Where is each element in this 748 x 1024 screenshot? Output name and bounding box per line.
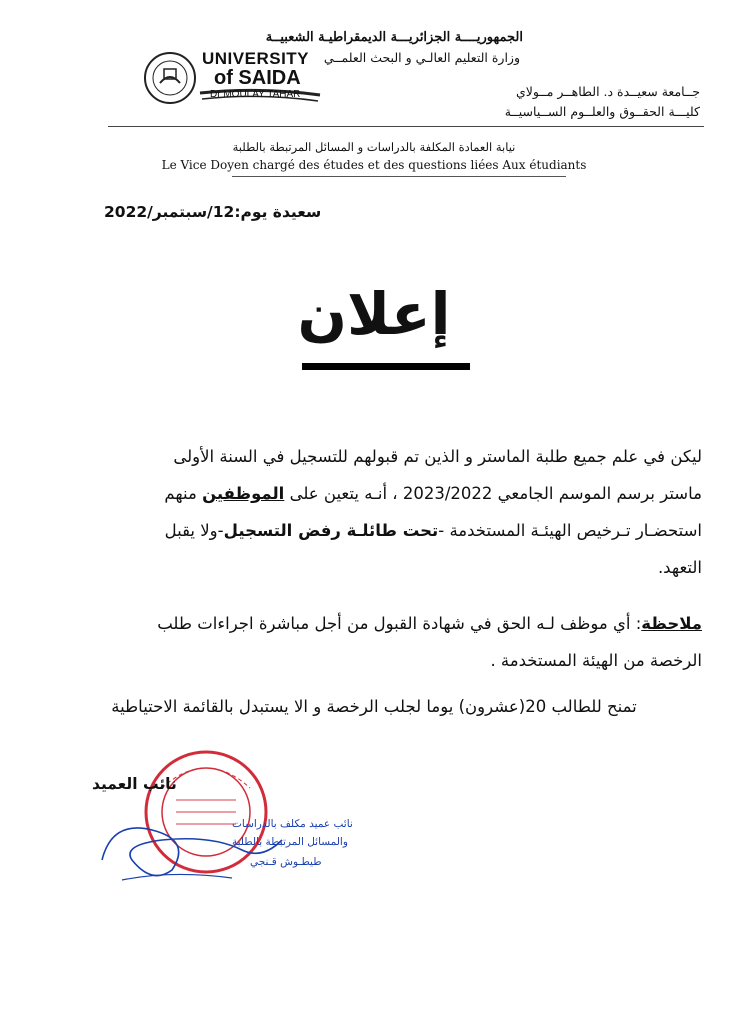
paragraph-line-3-end: -ولا يقبل xyxy=(164,521,224,540)
republic-header: الجمهوريــــة الجزائريـــة الديمقراطيـة الشعبيــة xyxy=(265,30,523,45)
signatory-title: نائب العميد xyxy=(92,775,177,793)
employees-emphasis: الموظفين xyxy=(202,484,285,503)
paragraph-line-1: ليكن في علم جميع طلبة الماستر و الذين تم قبولهم للتسجيل في السنة الأولى xyxy=(173,447,702,466)
department-underline xyxy=(232,176,566,177)
stamp-line-2: والمسائل المرتبطة بالطلبة xyxy=(232,836,348,848)
university-subtitle: Dr MOULAY TAHAR xyxy=(210,89,301,100)
title-underline xyxy=(302,363,470,370)
paragraph-line-2-end: منهم xyxy=(164,484,203,503)
header-divider xyxy=(108,126,704,127)
ministry-header: وزارة التعليم العالـي و البحث العلمــي xyxy=(323,50,520,65)
rejection-emphasis: تحت طائلـة رفض التسجيل xyxy=(223,521,439,540)
paragraph-line-4: التعهد. xyxy=(657,558,702,577)
university-name: of SAIDA xyxy=(214,67,301,89)
note-line-1-text: : أي موظف لـه الحق في شهادة القبول من أجل مباشرة اجراءات طلب xyxy=(157,614,642,633)
paragraph-line-3 xyxy=(94,512,702,549)
paragraph-line-3-text: استحضـار تـرخيص الهيئـة المستخدمة - xyxy=(438,521,702,540)
stamp-line-3: طيطـوش قـنجي xyxy=(250,856,322,868)
note-line-1 xyxy=(94,605,702,642)
announcement-paragraph xyxy=(94,438,702,586)
deadline-note: تمنح للطالب 20(عشرون) يوما لجلب الرخصة و الا يستبدل بالقائمة الاحتياطية xyxy=(111,697,637,716)
faculty-name-ar: كليـــة الحقــوق والعلــوم الســياسيــة xyxy=(504,104,700,119)
department-ar: نيابة العمادة المكلفة بالدراسات و المسائل المرتبطة بالطلبة xyxy=(232,140,516,154)
document-date: سعيدة يوم:12/سبتمبر/2022 xyxy=(104,203,322,221)
note-label: ملاحظة xyxy=(641,614,702,633)
paragraph-line-2-text: ماستر برسم الموسم الجامعي 2023/2022 ، أنـه يتعين على xyxy=(284,484,702,503)
paragraph-line-2 xyxy=(94,475,702,512)
university-logo xyxy=(140,47,325,109)
stamp-line-1: نائب عميد مكلف بالدراسات xyxy=(232,818,353,830)
department-fr: Le Vice Doyen chargé des études et des questions liées Aux étudiants xyxy=(161,158,587,172)
university-word: UNIVERSITY xyxy=(202,49,310,68)
note-line-2: الرخصة من الهيئة المستخدمة . xyxy=(490,651,702,670)
announcement-title: إعلان xyxy=(297,280,451,348)
note-paragraph xyxy=(94,605,702,679)
university-name-ar: جــامعة سعيــدة د. الطاهــر مــولاي xyxy=(516,84,700,99)
